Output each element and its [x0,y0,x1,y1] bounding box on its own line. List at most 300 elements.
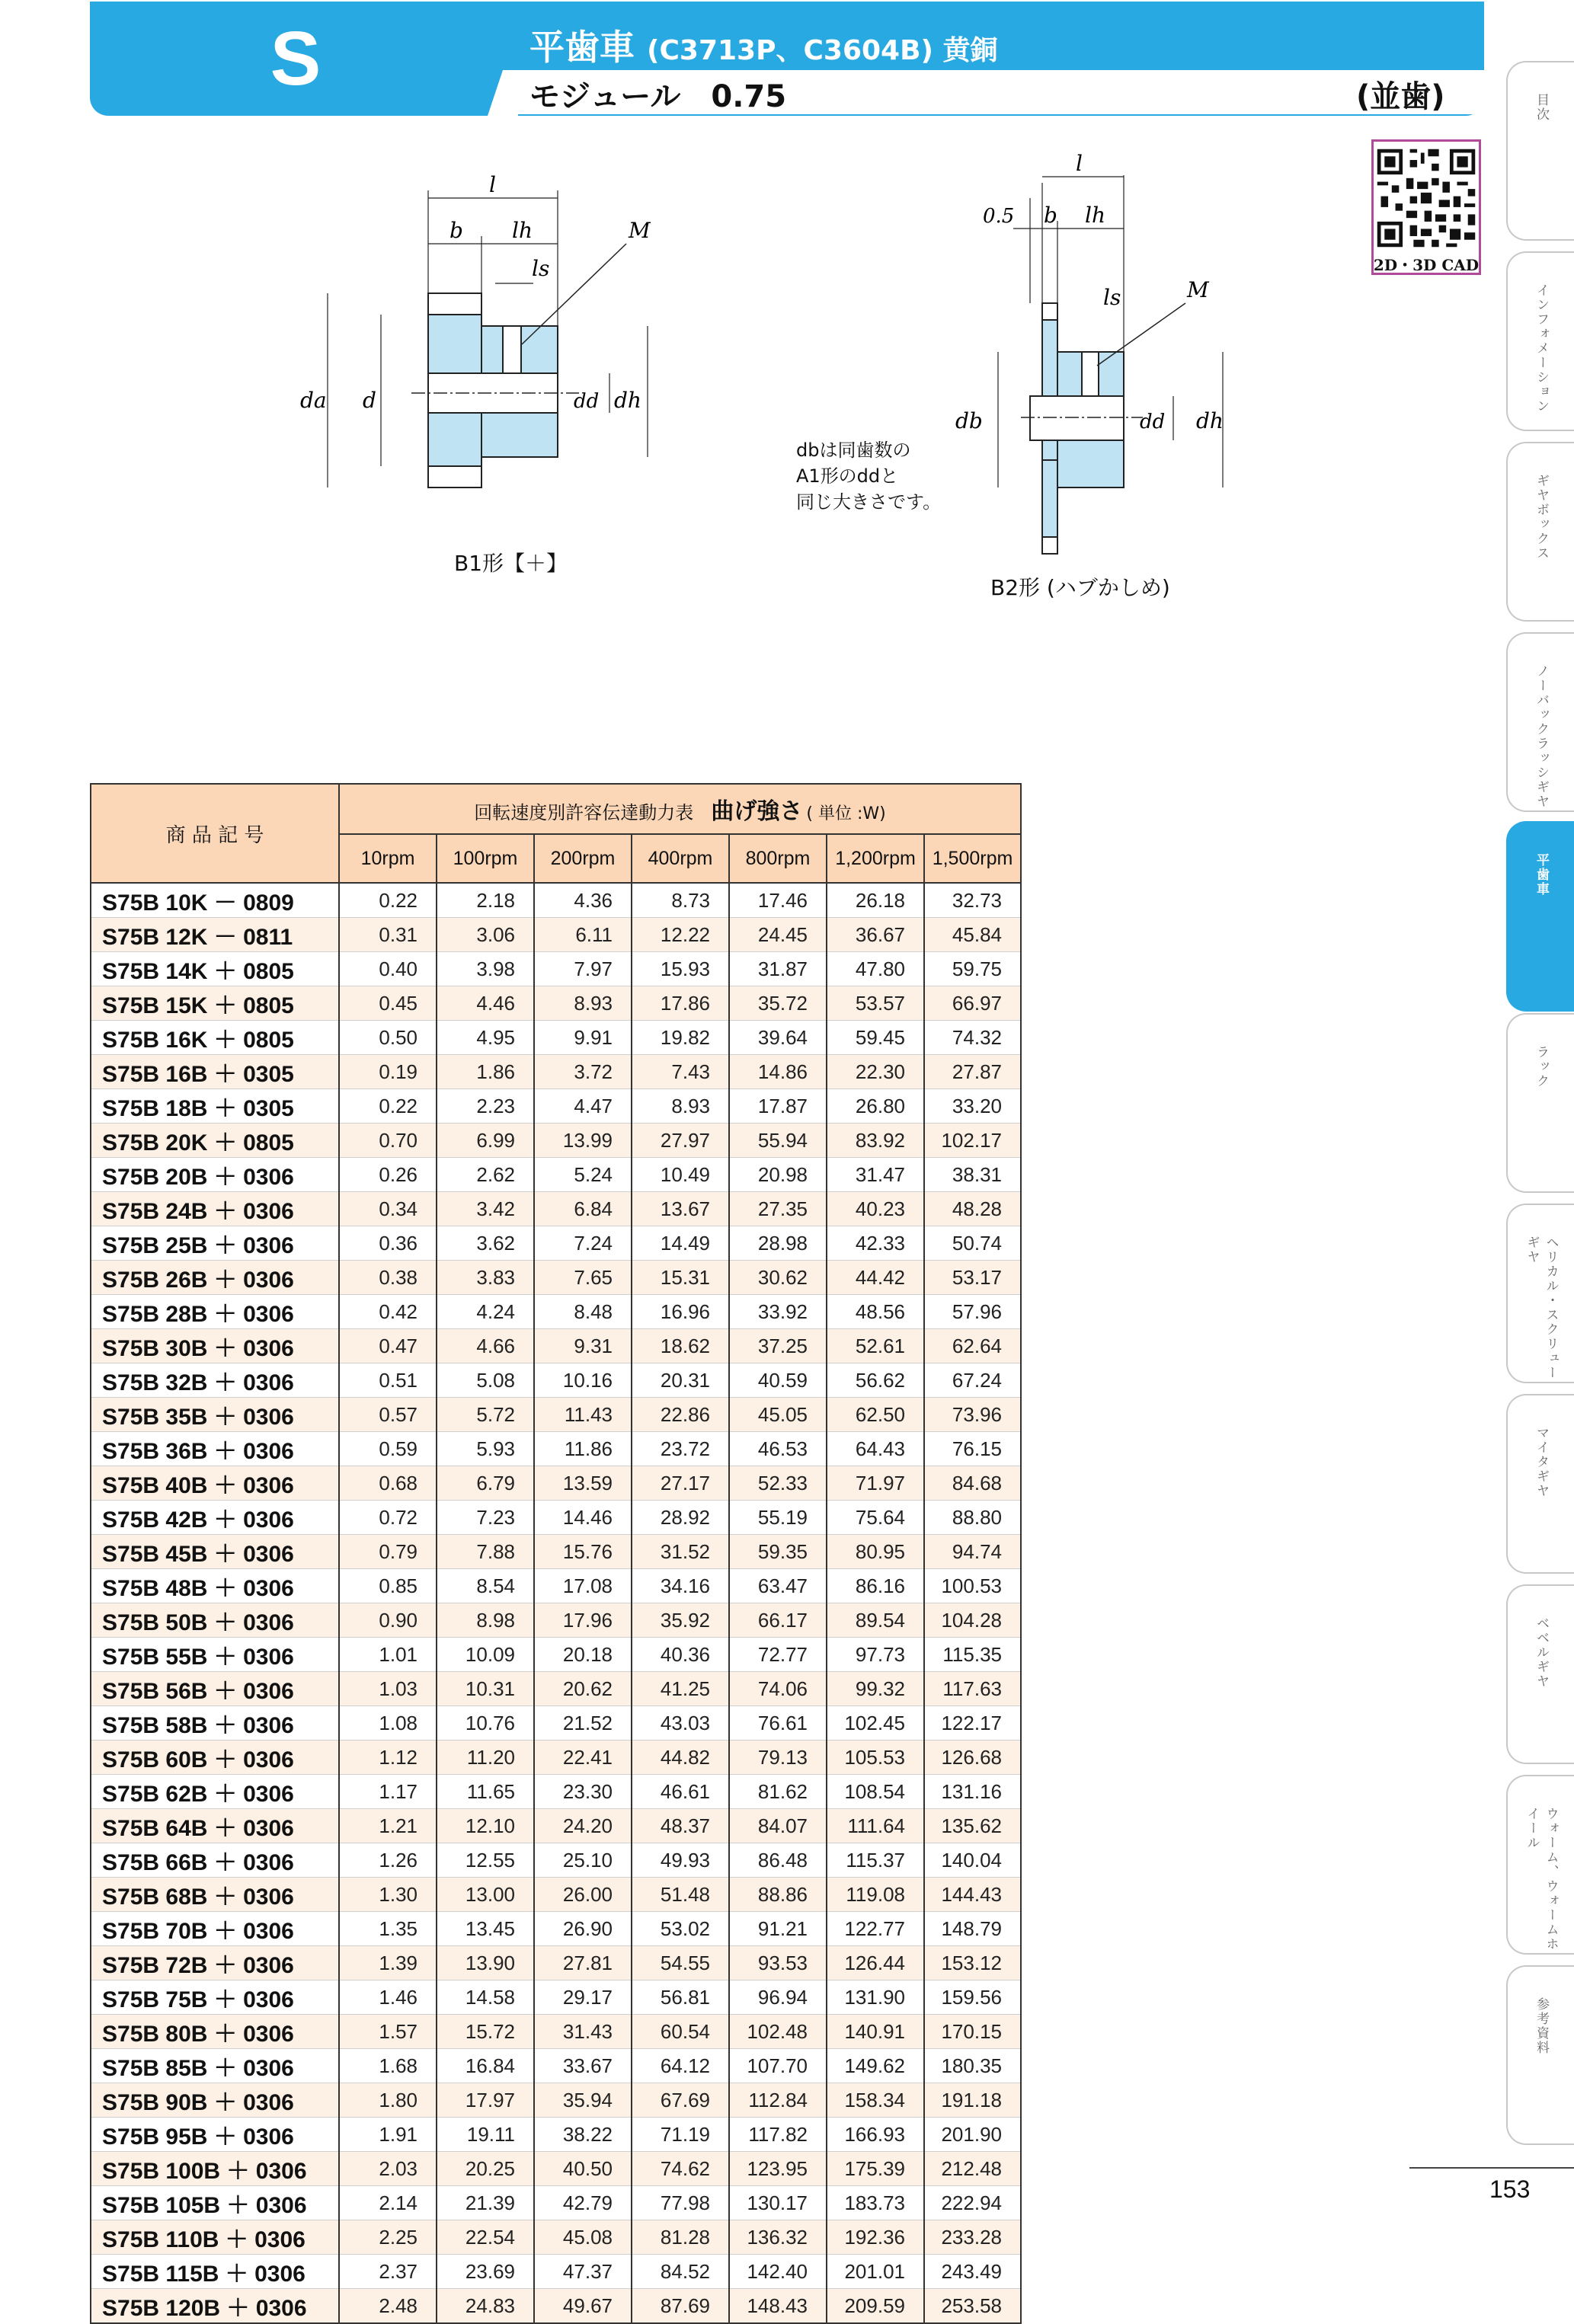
power-value: 102.48 [729,2015,827,2049]
table-row [91,2118,1021,2152]
page-number: 153 [1489,2175,1531,2203]
power-value: 8.98 [437,1603,534,1638]
table-row [91,1569,1021,1603]
power-value: 1.17 [339,1775,437,1809]
power-value: 59.45 [827,1021,924,1055]
power-value: 104.28 [924,1603,1021,1638]
power-value: 26.80 [827,1089,924,1124]
table-row [91,1055,1021,1089]
power-value: 15.31 [632,1261,729,1295]
b2-note [796,437,941,515]
power-value: 56.62 [827,1363,924,1398]
power-value: 201.01 [827,2255,924,2289]
power-value: 2.62 [437,1158,534,1192]
power-value: 15.72 [437,2015,534,2049]
product-code: S75B 40B ＋ 0306 [91,1466,339,1501]
power-value: 74.32 [924,1021,1021,1055]
power-value: 67.24 [924,1363,1021,1398]
qr-label: 2D・3D CAD [1373,256,1480,274]
power-value: 13.00 [437,1878,534,1912]
b2-label-lh: lh [1085,203,1105,228]
power-value: 222.94 [924,2186,1021,2220]
power-value: 22.30 [827,1055,924,1089]
product-code: S75B 14K ＋ 0805 [91,952,339,986]
power-value: 21.52 [534,1706,632,1741]
power-value: 8.93 [632,1089,729,1124]
power-value: 5.24 [534,1158,632,1192]
b2-label-ls: ls [1103,285,1121,310]
rpm-header: 1,500rpm [924,834,1021,883]
power-value: 22.54 [437,2220,534,2255]
power-value: 170.15 [924,2015,1021,2049]
power-value: 44.82 [632,1741,729,1775]
power-value: 149.62 [827,2049,924,2083]
power-value: 0.45 [339,986,437,1021]
power-value: 59.35 [729,1535,827,1569]
power-value: 8.48 [534,1295,632,1329]
power-value: 4.46 [437,986,534,1021]
power-value: 117.63 [924,1672,1021,1706]
power-value: 2.23 [437,1089,534,1124]
power-value: 35.92 [632,1603,729,1638]
b1-label-ls: ls [532,256,550,281]
table-row [91,2186,1021,2220]
power-value: 1.35 [339,1912,437,1946]
product-code: S75B 50B ＋ 0306 [91,1603,339,1638]
power-value: 123.95 [729,2152,827,2186]
power-value: 47.37 [534,2255,632,2289]
power-value: 27.81 [534,1946,632,1980]
table-row [91,2255,1021,2289]
b1-label-da: da [300,388,327,413]
power-value: 66.17 [729,1603,827,1638]
table-row [91,1603,1021,1638]
power-value: 24.45 [729,918,827,952]
series-badge: S [270,16,322,101]
power-value: 74.62 [632,2152,729,2186]
power-value: 72.77 [729,1638,827,1672]
power-value: 0.59 [339,1432,437,1466]
product-code: S75B 12K － 0811 [91,918,339,952]
power-value: 17.87 [729,1089,827,1124]
table-row [91,1535,1021,1569]
power-value: 38.22 [534,2118,632,2152]
tab-gearbox[interactable]: ギヤボックス [1506,442,1574,622]
table-row [91,1775,1021,1809]
drawing-b2 [945,145,1280,571]
power-value: 31.43 [534,2015,632,2049]
power-value: 0.68 [339,1466,437,1501]
table-row [91,1398,1021,1432]
product-code: S75B 58B ＋ 0306 [91,1706,339,1741]
code-header: 商 品 記 号 [91,784,339,883]
power-value: 81.28 [632,2220,729,2255]
power-value: 51.48 [632,1878,729,1912]
power-value: 60.54 [632,2015,729,2049]
power-value: 16.84 [437,2049,534,2083]
power-value: 100.53 [924,1569,1021,1603]
power-value: 112.84 [729,2083,827,2118]
power-value: 130.17 [729,2186,827,2220]
power-value: 153.12 [924,1946,1021,1980]
power-value: 144.43 [924,1878,1021,1912]
product-code: S75B 24B ＋ 0306 [91,1192,339,1226]
page-title: 平歯車 (C3713P、C3604B) 黄銅 [529,27,998,68]
tab-contents[interactable]: 目次 [1506,61,1574,241]
rpm-header: 400rpm [632,834,729,883]
power-value: 191.18 [924,2083,1021,2118]
power-value: 0.79 [339,1535,437,1569]
power-value: 111.64 [827,1809,924,1843]
power-value: 31.52 [632,1535,729,1569]
power-value: 166.93 [827,2118,924,2152]
power-value: 3.62 [437,1226,534,1261]
power-value: 183.73 [827,2186,924,2220]
power-value: 7.24 [534,1226,632,1261]
power-value: 24.83 [437,2289,534,2324]
power-value: 20.31 [632,1363,729,1398]
power-value: 0.51 [339,1363,437,1398]
power-value: 14.46 [534,1501,632,1535]
power-table [90,783,1022,2324]
power-value: 142.40 [729,2255,827,2289]
power-value: 253.58 [924,2289,1021,2324]
b1-label-d: d [363,388,376,413]
power-value: 4.24 [437,1295,534,1329]
table-row [91,1261,1021,1295]
product-code: S75B 120B ＋ 0306 [91,2289,339,2324]
table-row [91,1226,1021,1261]
product-code: S75B 25B ＋ 0306 [91,1226,339,1261]
power-value: 0.50 [339,1021,437,1055]
power-value: 11.20 [437,1741,534,1775]
power-value: 94.74 [924,1535,1021,1569]
power-value: 76.15 [924,1432,1021,1466]
power-value: 55.19 [729,1501,827,1535]
power-value: 12.22 [632,918,729,952]
power-value: 86.16 [827,1569,924,1603]
power-value: 13.59 [534,1466,632,1501]
power-value: 48.37 [632,1809,729,1843]
power-value: 117.82 [729,2118,827,2152]
power-value: 18.62 [632,1329,729,1363]
product-code: S75B 20K ＋ 0805 [91,1124,339,1158]
power-value: 12.10 [437,1809,534,1843]
power-value: 97.73 [827,1638,924,1672]
group-header: 回転速度別許容伝達動力表 曲げ強さ ( 単位 :W) [339,784,1021,834]
power-value: 53.57 [827,986,924,1021]
power-value: 38.31 [924,1158,1021,1192]
table-row [91,1295,1021,1329]
power-value: 66.97 [924,986,1021,1021]
power-value: 33.20 [924,1089,1021,1124]
power-value: 1.91 [339,2118,437,2152]
tab-miter-gear[interactable]: マイタギヤ [1506,1394,1574,1574]
power-value: 17.86 [632,986,729,1021]
power-value: 4.47 [534,1089,632,1124]
table-row [91,918,1021,952]
power-value: 3.06 [437,918,534,952]
power-value: 0.57 [339,1398,437,1432]
power-value: 91.21 [729,1912,827,1946]
page-number-rule [1409,2167,1574,2169]
power-value: 48.28 [924,1192,1021,1226]
power-value: 233.28 [924,2220,1021,2255]
power-value: 59.75 [924,952,1021,986]
product-code: S75B 62B ＋ 0306 [91,1775,339,1809]
table-row [91,2083,1021,2118]
table-row [91,1363,1021,1398]
power-value: 6.84 [534,1192,632,1226]
power-value: 49.67 [534,2289,632,2324]
power-value: 115.35 [924,1638,1021,1672]
power-value: 4.36 [534,883,632,918]
power-value: 0.31 [339,918,437,952]
table-row [91,2289,1021,2324]
power-value: 2.14 [339,2186,437,2220]
power-value: 31.87 [729,952,827,986]
product-code: S75B 16B ＋ 0305 [91,1055,339,1089]
power-value: 1.01 [339,1638,437,1672]
b1-label-dd: dd [574,390,600,413]
rpm-header: 800rpm [729,834,827,883]
power-value: 48.56 [827,1295,924,1329]
power-value: 71.19 [632,2118,729,2152]
b1-label-b: b [449,218,463,243]
power-value: 0.36 [339,1226,437,1261]
power-value: 96.94 [729,1980,827,2015]
power-value: 44.42 [827,1261,924,1295]
power-value: 119.08 [827,1878,924,1912]
table-row [91,1741,1021,1775]
power-value: 52.61 [827,1329,924,1363]
power-value: 47.80 [827,952,924,986]
power-value: 40.23 [827,1192,924,1226]
power-value: 83.92 [827,1124,924,1158]
b2-note-line: 同じ大きさです。 [796,491,942,513]
power-value: 28.98 [729,1226,827,1261]
power-value: 1.26 [339,1843,437,1878]
power-value: 7.88 [437,1535,534,1569]
power-value: 10.76 [437,1706,534,1741]
power-value: 84.68 [924,1466,1021,1501]
power-value: 102.17 [924,1124,1021,1158]
drawing-b1 [290,160,686,556]
power-value: 88.80 [924,1501,1021,1535]
product-code: S75B 110B ＋ 0306 [91,2220,339,2255]
power-value: 80.95 [827,1535,924,1569]
power-value: 17.08 [534,1569,632,1603]
b1-section-drawing [290,160,686,556]
tab-reference[interactable]: 参考資料 [1506,1965,1574,2145]
power-value: 3.72 [534,1055,632,1089]
power-value: 5.08 [437,1363,534,1398]
power-value: 17.97 [437,2083,534,2118]
b2-label-db: db [955,408,983,433]
power-value: 243.49 [924,2255,1021,2289]
power-value: 26.90 [534,1912,632,1946]
product-code: S75B 75B ＋ 0306 [91,1980,339,2015]
power-value: 0.19 [339,1055,437,1089]
power-value: 10.09 [437,1638,534,1672]
power-value: 102.45 [827,1706,924,1741]
b2-label-dh: dh [1196,408,1224,433]
power-value: 42.79 [534,2186,632,2220]
table-row [91,986,1021,1021]
power-value: 6.99 [437,1124,534,1158]
power-value: 27.97 [632,1124,729,1158]
power-value: 13.99 [534,1124,632,1158]
power-value: 20.62 [534,1672,632,1706]
product-code: S75B 90B ＋ 0306 [91,2083,339,2118]
power-value: 17.46 [729,883,827,918]
tab-spur-gear[interactable]: 平歯車 [1506,821,1574,1012]
power-value: 1.86 [437,1055,534,1089]
power-value: 99.32 [827,1672,924,1706]
b2-label-l: l [1076,151,1083,176]
power-value: 115.37 [827,1843,924,1878]
power-value: 17.96 [534,1603,632,1638]
power-value: 36.67 [827,918,924,952]
table-row [91,1946,1021,1980]
tab-worm-gear[interactable]: ウォーム、ウォームホイール [1506,1775,1574,1955]
power-value: 43.03 [632,1706,729,1741]
power-value: 2.03 [339,2152,437,2186]
power-value: 2.48 [339,2289,437,2324]
power-value: 77.98 [632,2186,729,2220]
power-value: 1.21 [339,1809,437,1843]
table-row [91,2015,1021,2049]
power-value: 20.25 [437,2152,534,2186]
power-value: 50.74 [924,1226,1021,1261]
table-row [91,1124,1021,1158]
product-code: S75B 64B ＋ 0306 [91,1809,339,1843]
tooth-type: (並歯) [1356,79,1445,114]
power-value: 35.94 [534,2083,632,2118]
power-value: 13.90 [437,1946,534,1980]
power-value: 16.96 [632,1295,729,1329]
product-code: S75B 60B ＋ 0306 [91,1741,339,1775]
product-code: S75B 55B ＋ 0306 [91,1638,339,1672]
table-row [91,1501,1021,1535]
b2-note-line: dbは同歯数の [796,440,911,461]
power-value: 22.86 [632,1398,729,1432]
table-row [91,1706,1021,1741]
title-material: (C3713P、C3604B) 黄銅 [647,35,998,66]
power-value: 31.47 [827,1158,924,1192]
power-value: 0.22 [339,883,437,918]
tab-no-backlash-gear[interactable]: ノーバックラッシギヤ [1506,632,1574,812]
power-value: 140.04 [924,1843,1021,1878]
power-value: 14.58 [437,1980,534,2015]
product-code: S75B 20B ＋ 0306 [91,1158,339,1192]
power-value: 11.65 [437,1775,534,1809]
power-value: 126.68 [924,1741,1021,1775]
b1-label-lh: lh [512,218,533,243]
product-code: S75B 48B ＋ 0306 [91,1569,339,1603]
power-value: 39.64 [729,1021,827,1055]
power-value: 0.70 [339,1124,437,1158]
table-row [91,1432,1021,1466]
power-value: 75.64 [827,1501,924,1535]
power-value: 0.40 [339,952,437,986]
rpm-header: 10rpm [339,834,437,883]
power-value: 20.98 [729,1158,827,1192]
power-value: 4.95 [437,1021,534,1055]
tab-helical-screw-gear[interactable]: ヘリカル・スクリューギヤ [1506,1204,1574,1383]
tab-bevel-gear[interactable]: ベベルギヤ [1506,1584,1574,1764]
table-row [91,1843,1021,1878]
power-value: 81.62 [729,1775,827,1809]
b2-caption: B2形 (ハブかしめ) [990,575,1170,600]
rpm-header: 1,200rpm [827,834,924,883]
power-value: 84.52 [632,2255,729,2289]
power-value: 122.17 [924,1706,1021,1741]
power-value: 40.50 [534,2152,632,2186]
power-value: 35.72 [729,986,827,1021]
product-code: S75B 18B ＋ 0305 [91,1089,339,1124]
power-value: 63.47 [729,1569,827,1603]
table-row [91,1089,1021,1124]
power-value: 140.91 [827,2015,924,2049]
product-code: S75B 100B ＋ 0306 [91,2152,339,2186]
power-value: 76.61 [729,1706,827,1741]
power-value: 209.59 [827,2289,924,2324]
power-value: 33.67 [534,2049,632,2083]
table-row [91,1809,1021,1843]
product-code: S75B 45B ＋ 0306 [91,1535,339,1569]
tab-information[interactable]: インフォメーション [1506,251,1574,431]
power-value: 8.54 [437,1569,534,1603]
power-value: 37.25 [729,1329,827,1363]
power-value: 0.42 [339,1295,437,1329]
power-value: 0.34 [339,1192,437,1226]
rpm-header: 100rpm [437,834,534,883]
product-code: S75B 26B ＋ 0306 [91,1261,339,1295]
b1-label-l: l [489,172,496,197]
power-value: 1.08 [339,1706,437,1741]
power-value: 87.69 [632,2289,729,2324]
power-value: 45.84 [924,918,1021,952]
power-value: 22.41 [534,1741,632,1775]
power-value: 9.31 [534,1329,632,1363]
power-value: 27.35 [729,1192,827,1226]
power-value: 79.13 [729,1741,827,1775]
power-value: 64.43 [827,1432,924,1466]
power-value: 122.77 [827,1912,924,1946]
product-code: S75B 72B ＋ 0306 [91,1946,339,1980]
product-code: S75B 68B ＋ 0306 [91,1878,339,1912]
power-value: 1.03 [339,1672,437,1706]
power-value: 7.43 [632,1055,729,1089]
power-value: 1.30 [339,1878,437,1912]
power-value: 45.05 [729,1398,827,1432]
power-value: 175.39 [827,2152,924,2186]
power-value: 25.10 [534,1843,632,1878]
power-value: 14.86 [729,1055,827,1089]
power-value: 6.11 [534,918,632,952]
b1-label-dh: dh [614,388,641,413]
product-code: S75B 66B ＋ 0306 [91,1843,339,1878]
tab-rack[interactable]: ラック [1506,1013,1574,1193]
power-value: 135.62 [924,1809,1021,1843]
qr-code-icon [1374,145,1479,251]
product-code: S75B 30B ＋ 0306 [91,1329,339,1363]
product-code: S75B 16K ＋ 0805 [91,1021,339,1055]
power-value: 11.43 [534,1398,632,1432]
product-code: S75B 15K ＋ 0805 [91,986,339,1021]
power-value: 8.73 [632,883,729,918]
